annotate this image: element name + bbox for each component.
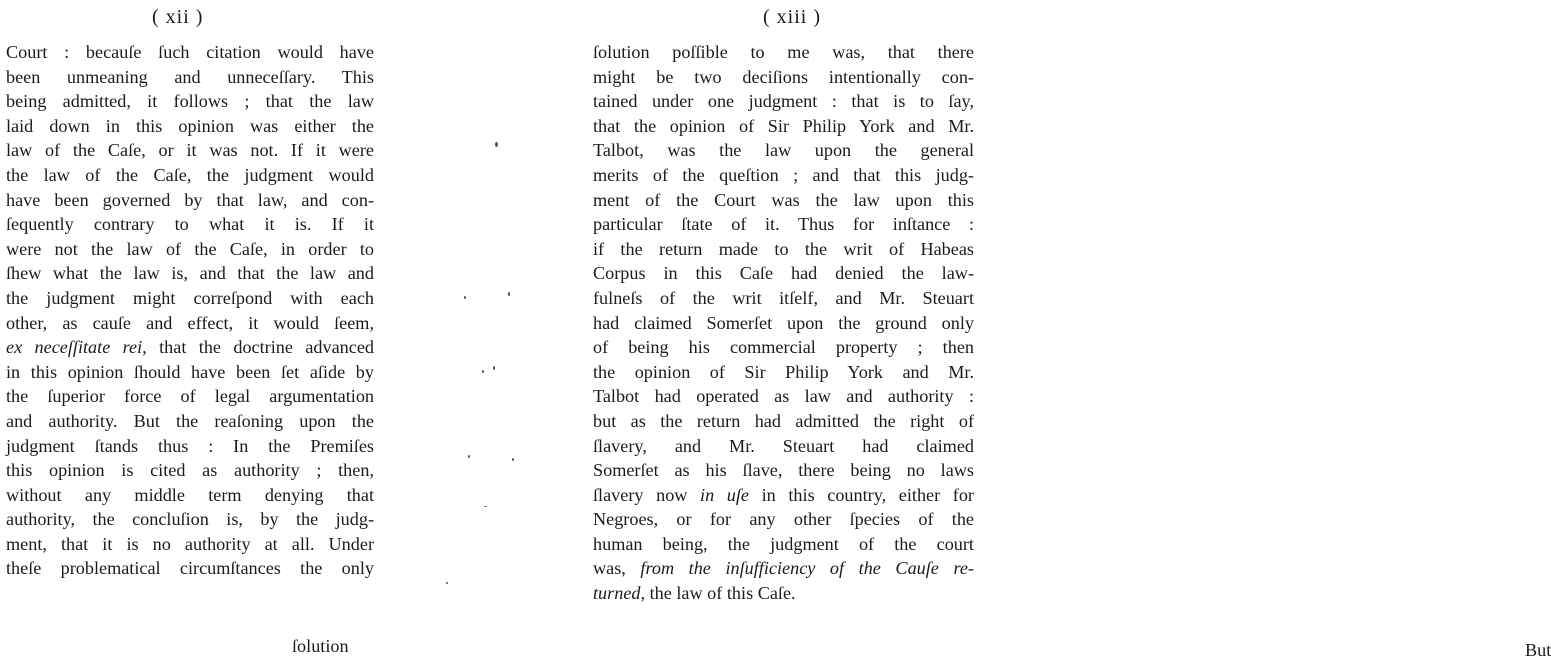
text-line: that the opinion of Sir Philip York and Mr. (593, 115, 974, 136)
text-line (593, 483, 974, 508)
text-line: theſe problematical circumſtances the only (6, 558, 374, 579)
text-line: in this opinion ſhould have been ſet aſide by (6, 361, 374, 382)
text-line (6, 335, 374, 360)
italic-phrase: ex neceſſitate rei, (6, 337, 147, 358)
text-line: were not the law of the Caſe, in order to (6, 238, 374, 259)
ink-speck (512, 458, 514, 461)
text-line: Court : becauſe ſuch citation would have (6, 42, 374, 62)
text-line: judgment ſtands thus : In the Premiſes (6, 435, 374, 456)
text-line: of being his commercial property ; then (593, 337, 974, 358)
text-line: tained under one judgment : that is to ſay, (593, 91, 974, 112)
text-line: the judgment might correſpond with each (6, 287, 374, 308)
text-line: this opinion is cited as authority ; then, (6, 460, 374, 481)
text-line: ſequently contrary to what it is. If it (6, 214, 374, 235)
italic-phrase: turned, (593, 583, 646, 604)
text-line: Somerſet as his ſlave, there being no laws (593, 460, 974, 481)
left-page (0, 0, 380, 670)
text-line: authority, the concluſion is, by the judg- (6, 509, 374, 530)
text-line: Talbot had operated as law and authority : (593, 386, 974, 407)
text-line: human being, the judgment of the court (593, 533, 974, 554)
text-line: had claimed Somerſet upon the ground only (593, 312, 974, 333)
text-line: have been governed by that law, and con- (6, 189, 374, 210)
right-page (585, 0, 1551, 670)
text-span: the law of this Caſe. (645, 583, 796, 604)
ink-speck (464, 296, 466, 299)
text-span: was, (593, 558, 641, 579)
ink-speck (484, 506, 487, 507)
text-line: if the return made to the writ of Habeas (593, 238, 974, 259)
text-line: ſolution poſſible to me was, that there (593, 42, 974, 62)
text-line: might be two deciſions intentionally con- (593, 66, 974, 87)
text-line: Corpus in this Caſe had denied the law- (593, 263, 974, 284)
text-span: ſlavery now (593, 484, 701, 505)
page-number-left: ( xii ) (152, 6, 204, 28)
text-line: other, as cauſe and effect, it would ſeem, (6, 312, 374, 333)
ink-speck (493, 366, 495, 370)
ink-speck (468, 455, 470, 458)
page-number-right: ( xiii ) (763, 6, 821, 28)
text-line: merits of the queſtion ; and that this judg- (593, 164, 974, 185)
text-line: law of the Caſe, or it was not. If it were (6, 140, 374, 161)
text-line: fulneſs of the writ itſelf, and Mr. Steuart (593, 287, 974, 308)
italic-phrase: in uſe (700, 484, 750, 505)
text-line: but as the return had admitted the right of (593, 410, 974, 431)
catchword-right: But (1525, 640, 1551, 660)
text-line: without any middle term denying that (6, 484, 374, 505)
text-line: and authority. But the reaſoning upon the (6, 410, 374, 431)
text-line: Talbot, was the law upon the general (593, 140, 974, 161)
text-line: being admitted, it follows ; that the law (6, 91, 374, 112)
text-line: ment, that it is no authority at all. Under (6, 533, 374, 554)
text-line (593, 556, 974, 581)
text-span: that the doctrine advanced (146, 337, 375, 358)
left-page-text (6, 40, 374, 581)
ink-speck (508, 292, 510, 296)
text-line: been unmeaning and unneceſſary. This (6, 66, 374, 87)
text-line: laid down in this opinion was either the (6, 115, 374, 136)
text-line: ment of the Court was the law upon this (593, 189, 974, 210)
catchword-left: ſolution (292, 636, 349, 656)
text-line: particular ſtate of it. Thus for inſtance : (593, 214, 974, 235)
gutter-specks (440, 120, 540, 600)
text-line: ſlavery, and Mr. Steuart had claimed (593, 435, 974, 456)
text-line: the ſuperior force of legal argumentation (6, 386, 374, 407)
ink-speck (482, 370, 484, 373)
text-line: Negroes, or for any other ſpecies of the (593, 509, 974, 530)
ink-speck (446, 582, 448, 584)
text-line: ſhew what the law is, and that the law and (6, 263, 374, 284)
text-span: in this country, either for (749, 484, 974, 505)
italic-phrase: from the inſufficiency of the Cauſe re- (640, 558, 974, 579)
ink-speck (495, 142, 498, 147)
text-line: the law of the Caſe, the judgment would (6, 164, 374, 185)
text-line: the opinion of Sir Philip York and Mr. (593, 361, 974, 382)
text-line (593, 581, 974, 606)
right-page-text (593, 40, 974, 606)
